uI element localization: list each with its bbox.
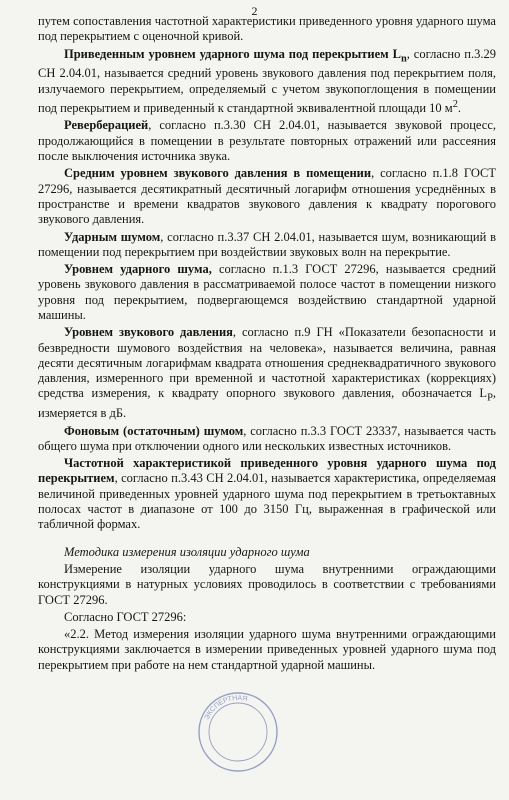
definition-term: Фоновым (остаточным) шумом: [64, 423, 244, 438]
definition-term: Средним уровнем звукового давления в помещении: [64, 166, 372, 181]
definition-text: , согласно п.9 ГН «Показатели безопасности и безвредности шумового воздействия на человека», называется величина, равная десяти десятичным логарифмам квадрата отношения среднеквадратичного звукового давления, измеренного при временной и частотной характеристиках (коррекциях) средства измерения, к квадрату опорного звукового давления, обозначается L: [38, 325, 496, 401]
definition-impact-noise-level: [38, 262, 496, 323]
definition-term: Частотной характеристикой приведенного уровня ударного шума под перекрытием: [38, 456, 496, 486]
section-paragraph: Согласно ГОСТ 27296:: [64, 609, 187, 624]
section-paragraph: «2.2. Метод измерения изоляции ударного шума внутренними ограждающими конструкциями заключается в измерении приведенных уровней ударного шума под перекрытием при работе на нем стандартной ударной машины.: [38, 627, 496, 672]
section-paragraph: Измерение изоляции ударного шума внутренними ограждающими конструкциями в натурных условиях проводилось в соответствии с требованиями ГОСТ 27296.: [38, 561, 496, 607]
definition-reverberation: [38, 118, 496, 164]
definition-text: , согласно п.3.30 СН 2.04.01, называется звуковой процесс, продолжающийся в помещении в результате повторных отражений или рассеяния после выключения источника звука.: [38, 118, 496, 164]
definition-normalized-impact-noise-level: Приведенным уровнем ударного шума под перекрытием $L_n$, согласно п.3.29 СН 2.04.01, называется средний уровень звукового давления под перекрытием поля, излучаемого перекрытием, определяемый с учетом звукопоглощения в помещении под перекрытием и приведенный к стандартной эквивалентной площади 10 $м^2$.: [38, 46, 496, 116]
definition-sound-pressure-level: Уровнем звукового давления, согласно п.9 ГН «Показатели безопасности и безвредности шумового воздействия на человека», называется величина, равная десяти десятичным логарифмам квадрата отношения среднеквадратичного звукового давления, измеренного при временной и частотной характеристиках (коррекциях) средства измерения, к квадрату опорного звукового давления, обозначается $L_P$, измеряется в дБ.: [38, 325, 496, 421]
section-heading: Методика измерения изоляции ударного шума: [64, 544, 310, 559]
definition-term: Уровнем звукового давления: [64, 325, 233, 340]
page-number: 2: [251, 4, 258, 18]
definition-text: согласно п.1.3 ГОСТ 27296, называется средний уровень звукового давления в рассматриваемой полосе частот в помещении низкого уровня под перекрытием, подвергающемся воздействию стандартной ударной машины.: [38, 262, 496, 322]
definition-text: , согласно п.3.37 СН 2.04.01, называется шум, возникающий в помещении под перекрытием при воздействии звуковых волн на перекрытие.: [38, 229, 496, 259]
definition-term: Уровнем ударного шума,: [64, 262, 212, 277]
definition-average-sound-pressure-level: [38, 166, 496, 227]
superscript-2: 2: [452, 98, 458, 110]
paragraph-intro-continuation: [38, 14, 496, 45]
definition-text: , согласно п.1.8 ГОСТ 27296, называется десятикратный десятичный логарифм отношения усреднённых в пространстве и времени квадратов звукового давления к квадрату порогового звукового давления.: [38, 166, 497, 227]
definition-term: Ударным шумом: [64, 229, 161, 244]
definition-frequency-response: [38, 456, 496, 532]
definition-term: Реверберацией: [64, 118, 149, 133]
paragraph-text: путем сопоставления частотной характеристики приведенного уровня ударного шума под перекрытием с оценочной кривой.: [38, 14, 496, 44]
subscript-p: P: [487, 392, 493, 404]
subscript-n: n: [400, 53, 407, 65]
definition-text: , согласно п.3.3 ГОСТ 23337, называется часть общего шума при отключении одного или нескольких известных источников.: [38, 423, 496, 453]
definition-text: , согласно п.3.29 СН 2.04.01, называется средний уровень звукового давления под перекрытием поля, излучаемого перекрытием, определяемый с учетом звукопоглощения в помещении под перекрытием и приведенный к стандартной эквивалентной площади 10 м: [38, 46, 496, 116]
definition-term: Приведенным уровнем ударного шума под перекрытием L: [64, 46, 401, 61]
document-body: [38, 14, 496, 675]
definition-impact-noise: [38, 230, 496, 261]
svg-text:ЭКСПЕРТНАЯ: ЭКСПЕРТНАЯ: [203, 694, 249, 722]
stamp-seal: [196, 690, 280, 774]
definition-background-noise: [38, 424, 496, 455]
definition-text: , согласно п.3.43 СН 2.04.01, называется характеристика, определяемая величиной приведенных уровней ударного шума под перекрытием в третьоктавных полосах частот в диапазоне от 100 до 3150 Гц, выраженная в графической или табличной формах.: [38, 471, 496, 532]
